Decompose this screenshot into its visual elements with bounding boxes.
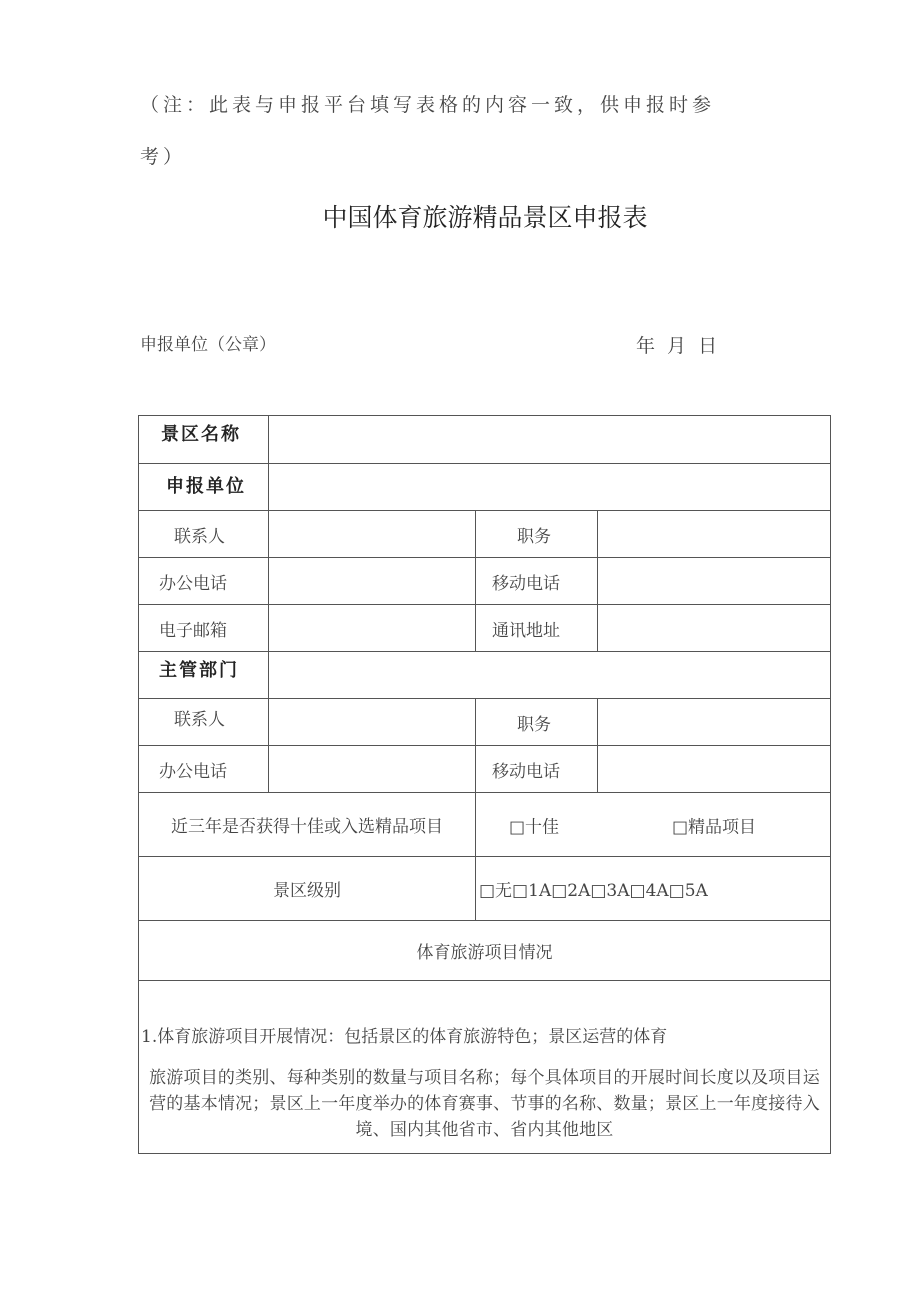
office-phone2-field[interactable] [269,746,476,793]
row-phone [139,558,831,605]
description-line-1: 1.体育旅游项目开展情况：包括景区的体育旅游特色；景区运营的体育 [141,1027,668,1047]
address-field[interactable] [598,605,831,652]
description-body: 旅游项目的类别、每种类别的数量与项目名称；每个具体项目的开展时间长度以及项目运营的基本情况；景区上一年度举办的体育赛事、节事的名称、数量；景区上一年度接待入境、国内其他省市、省内其他地区 [149,1068,820,1140]
mobile2-field[interactable] [598,746,831,793]
position-field[interactable] [598,511,831,558]
office-phone2-label: 办公电话 [139,746,269,793]
authority-field[interactable] [269,652,831,699]
scenic-name-field[interactable] [269,416,831,464]
address-label: 通讯地址 [476,605,598,652]
row-scenic-name [139,416,831,464]
row-description [139,981,831,1154]
description-cell [139,981,831,1154]
award-question-label: 近三年是否获得十佳或入选精品项目 [139,793,476,857]
row-phone-2 [139,746,831,793]
row-contact-2 [139,699,831,746]
row-award [139,793,831,857]
row-authority [139,652,831,699]
date-label: 年 月 日 [636,335,721,357]
applicant-field[interactable] [269,464,831,511]
note-line-1: （注：此表与申报平台填写表格的内容一致，供申报时参 [140,94,716,116]
position-label: 职务 [476,511,598,558]
row-section-title [139,921,831,981]
note-line-2: 考） [140,146,187,168]
application-form-table [138,415,831,1154]
mobile2-label: 移动电话 [476,746,598,793]
award-quality-checkbox[interactable]: □精品项目 [672,817,757,837]
row-contact [139,511,831,558]
row-applicant [139,464,831,511]
contact2-label: 联系人 [139,699,269,746]
position2-label: 职务 [476,699,598,746]
page-title: 中国体育旅游精品景区申报表 [322,203,648,232]
office-phone-label: 办公电话 [139,558,269,605]
applicant-label: 申报单位 [139,464,269,511]
scenic-name-label: 景区名称 [139,416,269,464]
contact2-field[interactable] [269,699,476,746]
level-label: 景区级别 [139,857,476,921]
row-level [139,857,831,921]
contact-label: 联系人 [139,511,269,558]
mobile-label: 移动电话 [476,558,598,605]
mobile-field[interactable] [598,558,831,605]
position2-field[interactable] [598,699,831,746]
authority-label: 主管部门 [139,652,269,699]
award-options [476,793,831,857]
contact-field[interactable] [269,511,476,558]
level-options-checkboxes[interactable]: □无□1A□2A□3A□4A□5A [476,857,831,921]
row-email [139,605,831,652]
email-field[interactable] [269,605,476,652]
email-label: 电子邮箱 [139,605,269,652]
office-phone-field[interactable] [269,558,476,605]
section-title: 体育旅游项目情况 [139,921,831,981]
applicant-unit-seal-label: 申报单位（公章） [140,335,276,355]
award-top10-checkbox[interactable]: □十佳 [509,817,560,837]
